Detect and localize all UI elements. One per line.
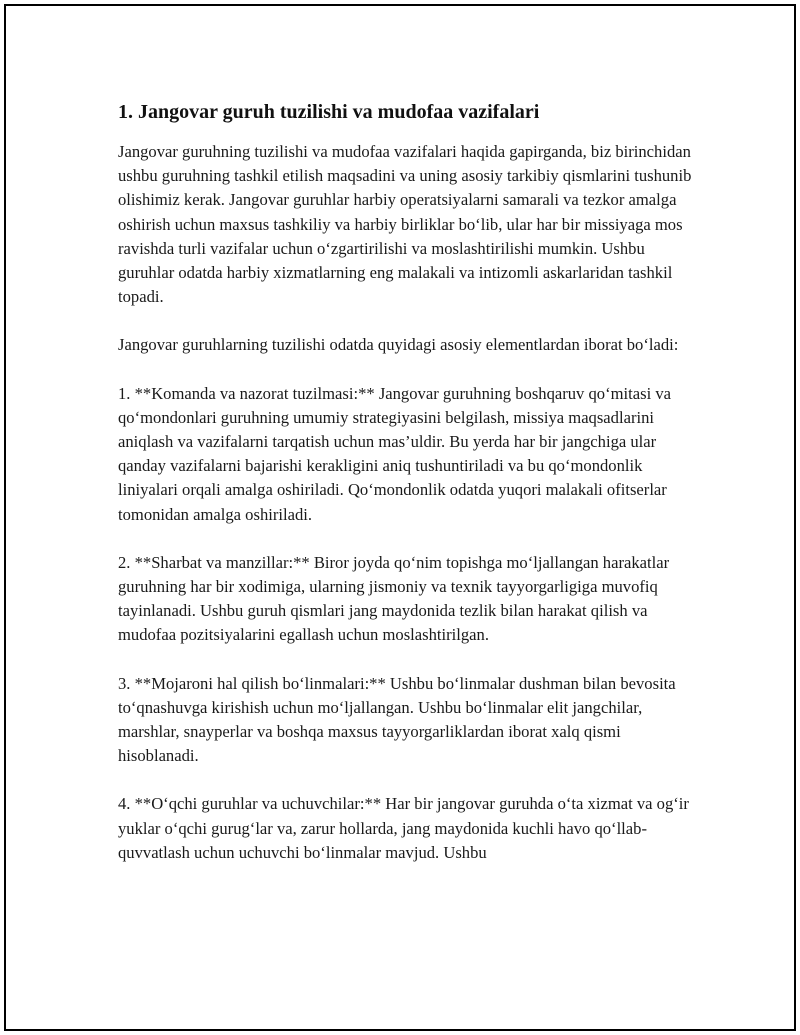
document-title: 1. Jangovar guruh tuzilishi va mudofaa vazifalari — [118, 101, 540, 123]
list-item-command-control: 1. **Komanda va nazorat tuzilmasi:** Jangovar guruhning boshqaruv qo‘mitasi va qo‘mondonlari guruhning umumiy strategiyasini belgilash, missiya maqsadlarini aniqlash va vazifalarni tarqatish uchun mas’uldir. Bu yerda har bir jangchiga ular qanday vazifalarni bajarishi kerakligini aniq tushuntiriladi va bu qo‘mondonlik liniyalari orqali amalga oshiriladi. Qo‘mondonlik odatda yuqori malakali ofitserlar tomonidan amalga oshiriladi. — [118, 383, 671, 524]
list-item-combat-units: 3. **Mojaroni hal qilish bo‘linmalari:** Ushbu bo‘linmalar dushman bilan bevosita to‘qnashuvga kirishish uchun mo‘ljallangan. Ushbu bo‘linmalar elit jangchilar, marshlar, snayperlar va boshqa maxsus tayyorgarliklardan iborat xalq qismi hisoblanadi. — [118, 673, 676, 766]
list-item-positions: 2. **Sharbat va manzillar:** Biror joyda qo‘nim topishga mo‘ljallangan harakatlar guruhning har bir xodimiga, ularning jismoniy va texnik tayyorgarligiga muvofiq tayinlanadi. Ushbu guruh qismlari jang maydonida tezlik bilan harakat qilish va mudofaa pozitsiyalarini egallash uchun moslashtirilgan. — [118, 552, 670, 645]
list-item-fire-support: 4. **O‘qchi guruhlar va uchuvchilar:** Har bir jangovar guruhda o‘ta xizmat va og‘ir yuklar o‘qchi gurug‘lar va, zarur hollarda, jang maydonida kuchli havo qo‘llab-quvvatlash uchun uchuvchi bo‘linmalar mavjud. Ushbu — [118, 794, 689, 862]
intro-paragraph: Jangovar guruhning tuzilishi va mudofaa vazifalari haqida gapirganda, biz birinchidan ushbu guruhning tashkil etilish maqsadini va uning asosiy tarkibiy qismlarini tushunib olishimiz kerak. Jangovar guruhlar harbiy operatsiyalarni samarali va tezkor amalga oshirish uchun maxsus tashkiliy va harbiy birliklar bo‘lib, ular har bir missiyaga mos ravishda turli vazifalar uchun o‘zgartirilishi va moslashtirilishi mumkin. Ushbu guruhlar odatda harbiy xizmatlarning eng malakali va intizomli askarlaridan tashkil topadi. — [118, 142, 692, 307]
structure-intro-paragraph: Jangovar guruhlarning tuzilishi odatda quyidagi asosiy elementlardan iborat bo‘ladi: — [118, 335, 679, 355]
page-frame — [4, 4, 796, 1031]
document-body — [118, 98, 698, 889]
